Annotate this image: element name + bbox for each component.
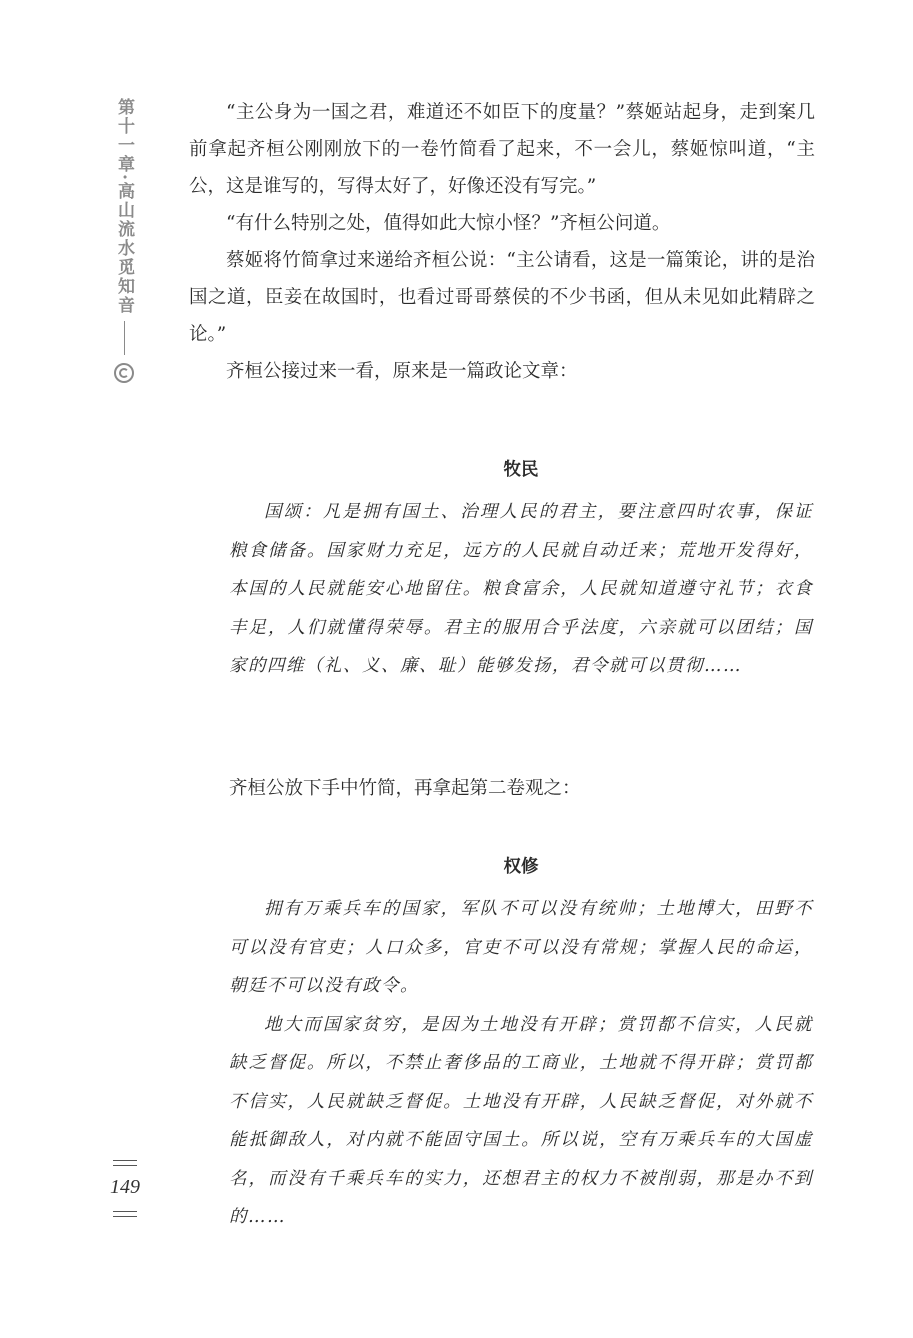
intro-paragraph-2: “有什么特别之处，值得如此大惊小怪？”齐桓公问道。 [226,213,671,234]
section2-paragraph-1: 拥有万乘兵车的国家，军队不可以没有统帅；土地博大，田野不可以没有官吏；人口众多，官吏不可以没有常规；掌握人民的命运，朝廷不可以没有政令。 [229,899,813,996]
section-title-muimin: 牧民 [503,460,539,480]
section-quanxiu [229,853,813,1237]
intro-text [189,94,815,390]
section-title-quanxiu: 权修 [503,857,539,877]
intro-paragraph-3: 蔡姬将竹简拿过来递给齐桓公说：“主公请看，这是一篇策论，讲的是治国之道，臣妾在故国时，也看过哥哥蔡侯的不少书函，但从未见如此精辟之论。” [189,250,815,345]
page-folio [108,1160,142,1217]
section1-paragraph-1: 国颂：凡是拥有国土、治理人民的君主，要注意四时农事，保证粮食储备。国家财力充足，远方的人民就自动迁来；荒地开发得好，本国的人民就能安心地留住。粮食富余，人民就知道遵守礼节；衣食丰足，人们就懂得荣辱。君主的服用合乎法度，六亲就可以团结；国家的四维（礼、义、廉、耻）能够发扬，君令就可以贯彻…… [229,502,813,676]
section-muimin [229,456,813,686]
intro-paragraph-4: 齐桓公接过来一看，原来是一篇政论文章： [226,361,578,382]
chapter-side-title [113,98,135,383]
section2-paragraph-2: 地大而国家贫穷，是因为土地没有开辟；赏罚都不信实，人民就缺乏督促。所以，不禁止奢侈品的工商业，土地就不得开辟；赏罚都不信实，人民就缺乏督促。土地没有开辟，人民缺乏督促，对外就不能抵御敌人，对内就不能固守国土。所以说，空有万乘兵车的大国虚名，而没有千乘兵车的实力，还想君主的权力不被削弱，那是办不到的…… [229,1014,813,1227]
folio-rule-top [113,1160,137,1166]
chapter-emblem-icon [114,363,134,383]
folio-rule-bottom [113,1211,137,1217]
intro-paragraph-1: “主公身为一国之君，难道还不如臣下的度量？”蔡姬站起身，走到案几前拿起齐桓公刚刚放下的一卷竹简看了起来，不一会儿，蔡姬惊叫道，“主公，这是谁写的，写得太好了，好像还没有写完。” [189,102,815,197]
narration-line: 齐桓公放下手中竹简，再拿起第二卷观之： [229,778,581,799]
page-number: 149 [110,1176,140,1198]
chapter-title-rule [124,321,125,355]
chapter-title-text: 第十一章·高山流水觅知音 [114,98,134,315]
